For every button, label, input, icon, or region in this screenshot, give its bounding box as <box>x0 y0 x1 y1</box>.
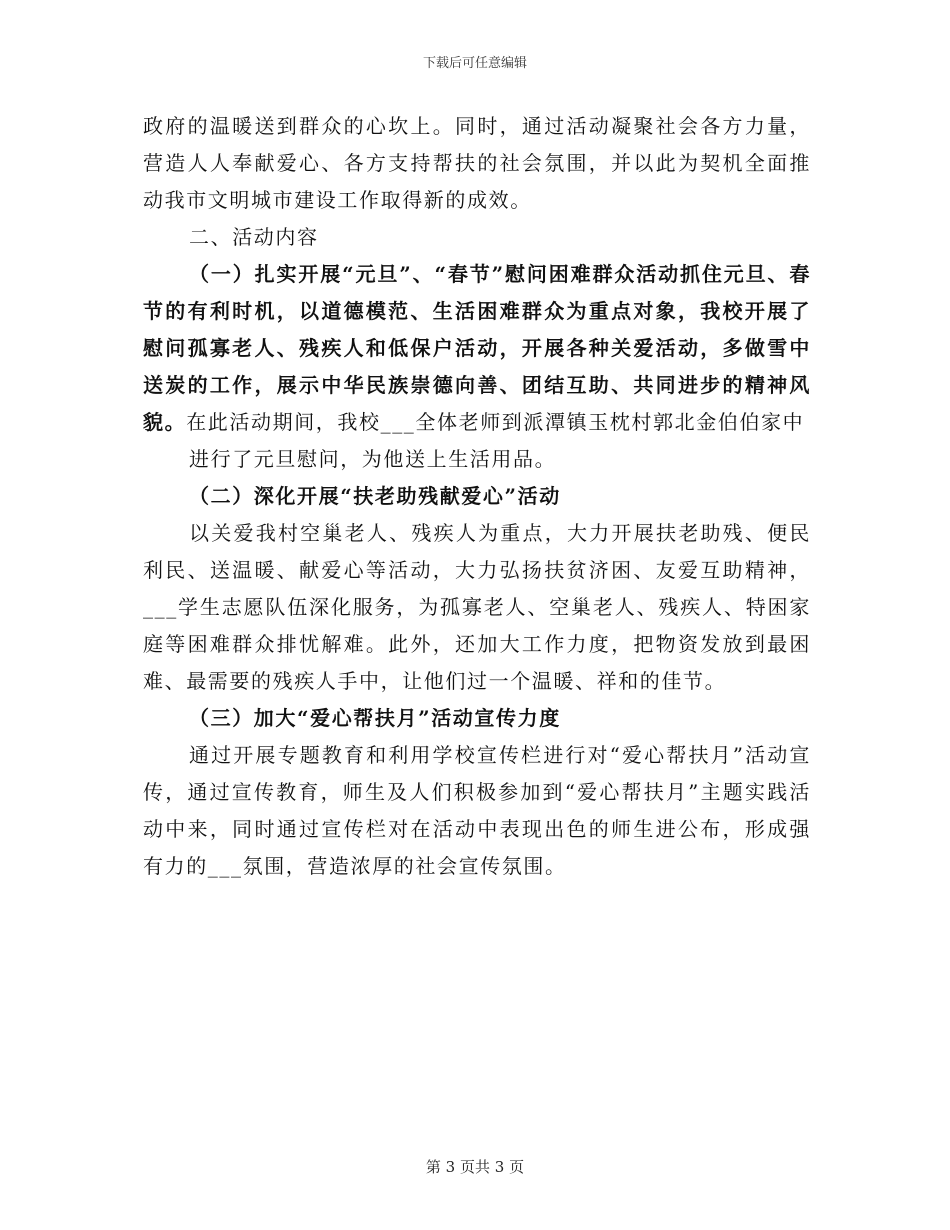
item1-bold-text: （一）扎实开展“元旦”、“春节”慰问困难群众活动抓住元旦、春节的有利时机，以道德模范、生活困难群众为重点对象，我校开展了慰问孤寡老人、残疾人和低保户活动，开展各种关爱活动，多做雪中送炭的工作，展示中华民族崇德向善、团结互助、共同进步的精神风貌。 <box>143 262 811 434</box>
item2-heading: （二）深化开展“扶老助残献爱心”活动 <box>189 484 561 508</box>
intro-paragraph: 政府的温暖送到群众的心坎上。同时，通过活动凝聚社会各方力量，营造人人奉献爱心、各方支持帮扶的社会氛围，并以此为契机全面推动我市文明城市建设工作取得新的成效。 <box>143 114 811 212</box>
item1-rest-text: 在此活动期间，我校___全体老师到派潭镇玉枕村郭北金伯伯家中 <box>186 410 805 434</box>
page-header: 下载后可任意编辑 <box>422 56 527 71</box>
item1-paragraph <box>143 256 811 441</box>
document-body <box>143 108 811 885</box>
section-heading: 二、活动内容 <box>189 225 319 249</box>
item3-paragraph: 通过开展专题教育和利用学校宣传栏进行对“爱心帮扶月”活动宣传，通过宣传教育，师生及人们积极参加到“爱心帮扶月”主题实践活动中来，同时通过宣传栏对在活动中表现出色的师生进公布，形成强有力的___氛围，营造浓厚的社会宣传氛围。 <box>143 743 811 878</box>
item2-paragraph: 以关爱我村空巢老人、残疾人为重点，大力开展扶老助残、便民利民、送温暖、献爱心等活动，大力弘扬扶贫济困、友爱互助精神，___学生志愿队伍深化服务，为孤寡老人、空巢老人、残疾人、特困家庭等困难群众排忧解难。此外，还加大工作力度，把物资发放到最困难、最需要的残疾人手中，让他们过一个温暖、祥和的佳节。 <box>143 521 811 693</box>
page-footer: 第 3 页共 3 页 <box>425 1158 525 1176</box>
item1-continuation: 进行了元旦慰问，为他送上生活用品。 <box>189 447 557 471</box>
item3-heading: （三）加大“爱心帮扶月”活动宣传力度 <box>189 706 561 730</box>
